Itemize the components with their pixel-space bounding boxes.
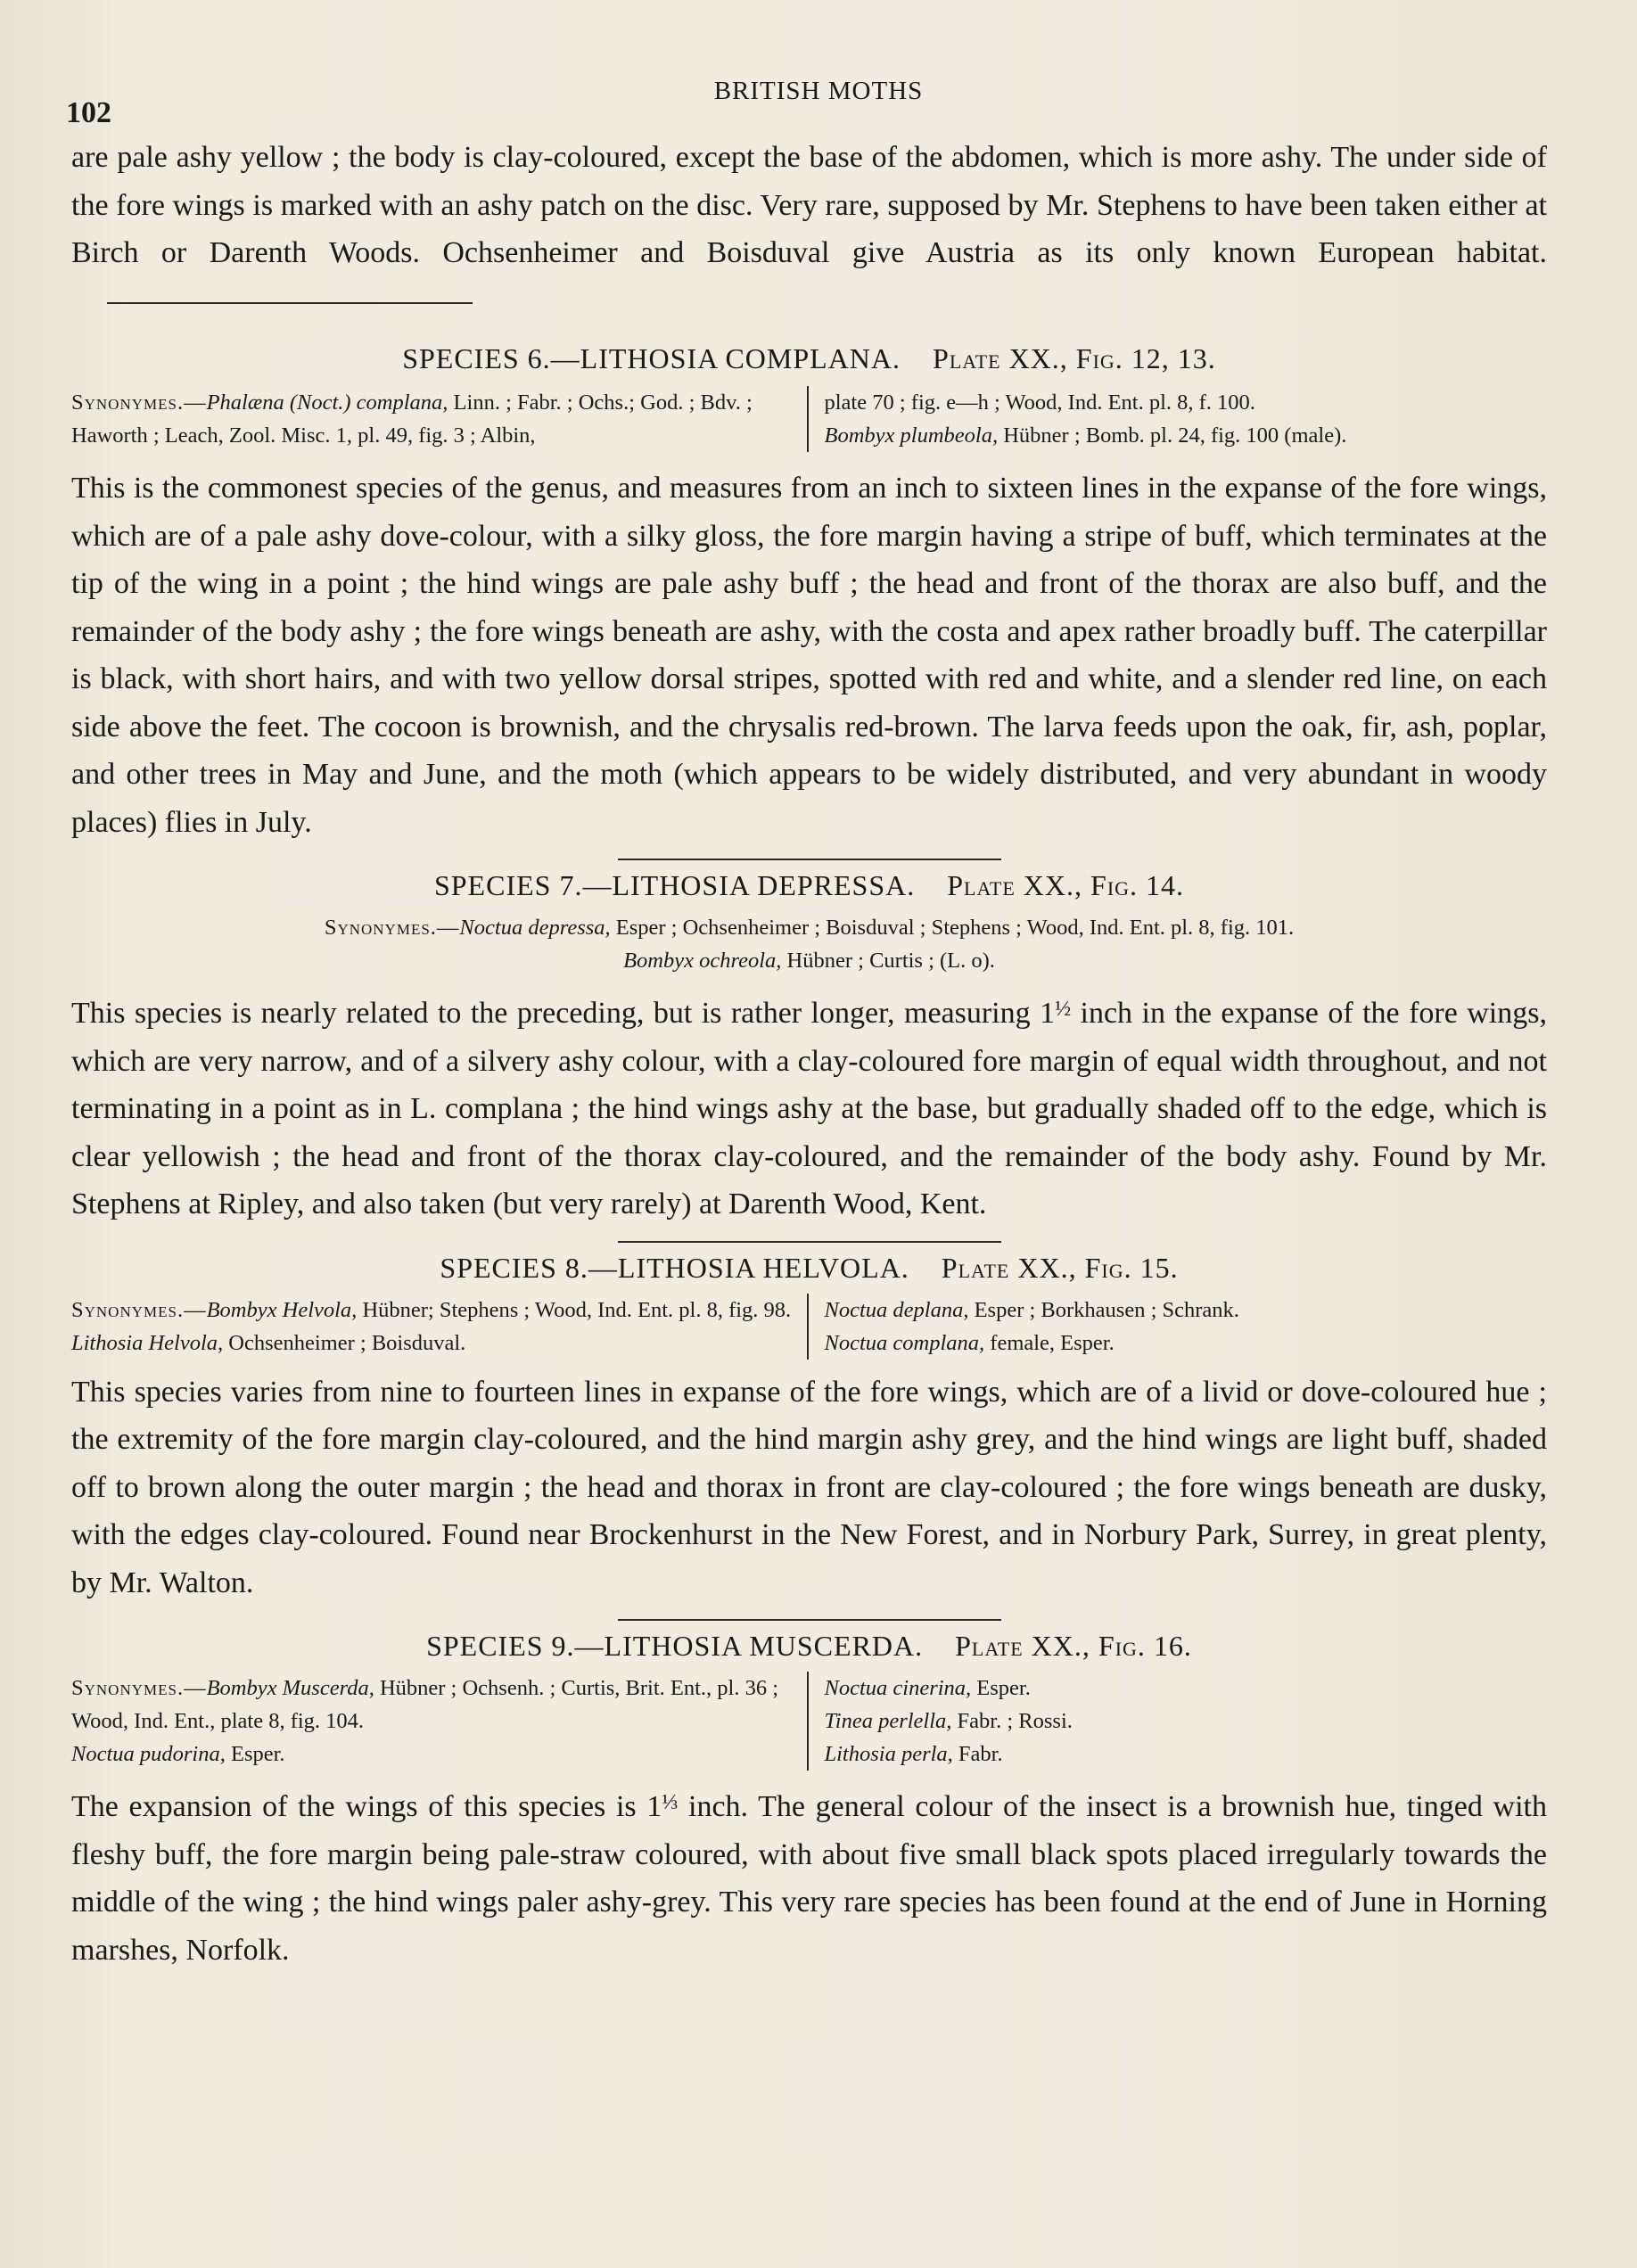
species-7-title: SPECIES 7.—LITHOSIA DEPRESSA. — [433, 869, 916, 901]
species-6-synonyms — [71, 386, 1547, 452]
species-6-description: This is the commonest species of the genus, and measures from an inch to sixteen lines in the expanse of the fore wings, which are of a pale ashy dove-colour, with a silky gloss, the fore margin having a stripe of buff, which terminates at the tip of the wing in a point ; the hind wings are pale ashy buff ; the head and front of the thorax are also buff, and the remainder of the body ashy ; the fore wings beneath are ashy, with the costa and apex rather broadly buff. The caterpillar is black, with short hairs, and with two yellow dorsal stripes, spotted with red and white, and a slender red line, on each side above the feet. The cocoon is brownish, and the chrysalis red-brown. The larva feeds upon the oak, fir, ash, poplar, and other trees in May and June, and the moth (which appears to be widely distributed, and very abundant in woody places) flies in July. — [71, 472, 1547, 839]
section-rule — [618, 859, 1001, 860]
synonymes-label: Synonymes.— — [71, 1297, 207, 1322]
synonym-name: Bombyx Helvola, — [206, 1297, 358, 1322]
description-text: This species is nearly related to the preceding, but is rather longer, measuring 1 — [71, 997, 1056, 1030]
fraction: ⅓ — [662, 1791, 679, 1814]
synonym-ref: Esper. — [971, 1676, 1031, 1700]
intro-paragraph — [71, 134, 1547, 325]
synonym-name: Noctua complana, — [824, 1330, 985, 1355]
species-8-plate: Plate XX., Fig. 15. — [941, 1251, 1179, 1284]
species-8-synonyms — [71, 1294, 1547, 1360]
synonym-ref: Hübner; Stephens ; Wood, Ind. Ent. pl. 8, fig. 98. — [357, 1297, 792, 1322]
running-title: BRITISH MOTHS — [713, 77, 924, 105]
species-6-plate: Plate XX., Fig. 12, 13. — [933, 342, 1216, 374]
synonym-ref: Ochsenheimer ; Boisduval. — [223, 1330, 466, 1355]
synonym-ref: plate 70 ; fig. e—h ; Wood, Ind. Ent. pl. 8, f. 100. — [824, 390, 1255, 415]
synonymes-label: Synonymes.— — [71, 390, 207, 415]
fraction: ½ — [1055, 998, 1072, 1021]
species-7-synonyms — [71, 911, 1547, 977]
synonym-ref: Fabr. ; Rossi. — [951, 1709, 1073, 1733]
species-9-description — [71, 1779, 1547, 1974]
species-8-synonyms-left — [71, 1294, 809, 1360]
synonym-name: Lithosia Helvola, — [71, 1330, 224, 1355]
synonym-name: Phalæna (Noct.) complana, — [206, 390, 448, 415]
synonym-ref: Esper. — [225, 1742, 285, 1766]
page-number: 102 — [66, 96, 111, 129]
section-rule — [618, 1241, 1001, 1243]
synonym-ref: Hübner ; Curtis ; (L. o). — [781, 949, 995, 973]
synonym-name: Lithosia perla, — [824, 1742, 953, 1766]
species-6-heading — [71, 342, 1547, 375]
species-9-plate: Plate XX., Fig. 16. — [955, 1630, 1192, 1662]
species-8-heading — [71, 1252, 1547, 1285]
species-7-plate: Plate XX., Fig. 14. — [947, 869, 1185, 901]
synonym-name: Noctua deplana, — [824, 1297, 969, 1322]
species-7-description — [71, 986, 1547, 1228]
species-8-synonyms-right — [809, 1294, 1548, 1360]
species-9-synonyms — [71, 1672, 1547, 1771]
species-7-heading — [71, 869, 1547, 902]
species-9-synonyms-left — [71, 1672, 809, 1771]
synonym-ref: Hübner ; Ochsenh. ; Curtis, Brit. Ent., pl. 36 ; Wood, Ind. Ent., plate 8, fig. 104. — [71, 1676, 779, 1733]
synonym-ref: Linn. ; Fabr. ; Ochs.; God. ; Bdv. ; Haworth ; Leach, Zool. Misc. 1, pl. 49, fig. 3 ; Albin, — [71, 390, 753, 448]
synonym-ref: female, Esper. — [984, 1330, 1115, 1355]
species-9-synonyms-right — [809, 1672, 1548, 1771]
synonym-name: Noctua depressa, — [459, 916, 611, 940]
species-6-title: SPECIES 6.—LITHOSIA COMPLANA. — [402, 342, 901, 374]
description-text: inch. The general colour of the insect is a brownish hue, tinged with fleshy buff, the fore margin being pale-straw coloured, with about five small black spots placed irregularly towards the middle of the wing ; the hind wings paler ashy-grey. This very rare species has been found at the end of June in Horning marshes, Norfolk. — [71, 1790, 1547, 1967]
synonym-name: Bombyx plumbeola, — [824, 423, 999, 448]
intro-text: are pale ashy yellow ; the body is clay-coloured, except the base of the abdomen, which is more ashy. The under side of the fore wings is marked with an ashy patch on the disc. Very rare, supposed by Mr. Stephens to have been taken either at Birch or Darenth Woods. Ochsenheimer and Boisduval give Austria as its only known European habitat. — [71, 141, 1547, 269]
section-rule — [618, 1619, 1001, 1621]
synonym-ref: Hübner ; Bomb. pl. 24, fig. 100 (male). — [998, 423, 1347, 448]
synonym-ref: Esper ; Ochsenheimer ; Boisduval ; Stephens ; Wood, Ind. Ent. pl. 8, fig. 101. — [610, 916, 1295, 940]
page-content — [71, 134, 1547, 1974]
species-8-description: This species varies from nine to fourteen lines in expanse of the fore wings, which are of a livid or dove-coloured hue ; the extremity of the fore margin clay-coloured, and the hind margin ashy grey, and the hind wings are light buff, shaded off to brown along the outer margin ; the head and thorax in front are clay-coloured ; the fore wings beneath are dusky, with the edges clay-coloured. Found near Brockenhurst in the New Forest, and in Norbury Park, Surrey, in great plenty, by Mr. Walton. — [71, 1375, 1547, 1599]
species-6-synonyms-right — [809, 386, 1548, 452]
description-text: The expansion of the wings of this species is 1 — [71, 1790, 662, 1823]
species-8-title: SPECIES 8.—LITHOSIA HELVOLA. — [440, 1251, 909, 1284]
species-9-title: SPECIES 9.—LITHOSIA MUSCERDA. — [426, 1630, 924, 1662]
section-rule — [107, 302, 473, 304]
synonymes-label: Synonymes.— — [324, 916, 460, 940]
synonym-ref: Fabr. — [952, 1742, 1003, 1766]
description-text: inch in the expanse of the fore wings, which are very narrow, and of a silvery ashy colour, with a clay-coloured fore margin of equal width throughout, and not terminating in a point as in L. complana ; the hind wings ashy at the base, but gradually shaded off to the edge, which is clear yellowish ; the head and front of the thorax clay-coloured, and the remainder of the body ashy. Found by Mr. Stephens at Ripley, and also taken (but very rarely) at Darenth Wood, Kent. — [71, 997, 1547, 1220]
synonym-name: Tinea perlella, — [824, 1709, 952, 1733]
synonym-ref: Esper ; Borkhausen ; Schrank. — [968, 1297, 1239, 1322]
synonymes-label: Synonymes.— — [71, 1676, 207, 1700]
species-9-heading — [71, 1630, 1547, 1663]
synonym-name: Bombyx ochreola, — [623, 949, 782, 973]
synonym-name: Bombyx Muscerda, — [206, 1676, 374, 1700]
species-6-synonyms-left — [71, 386, 809, 452]
synonym-name: Noctua pudorina, — [71, 1742, 226, 1766]
synonym-name: Noctua cinerina, — [824, 1676, 972, 1700]
